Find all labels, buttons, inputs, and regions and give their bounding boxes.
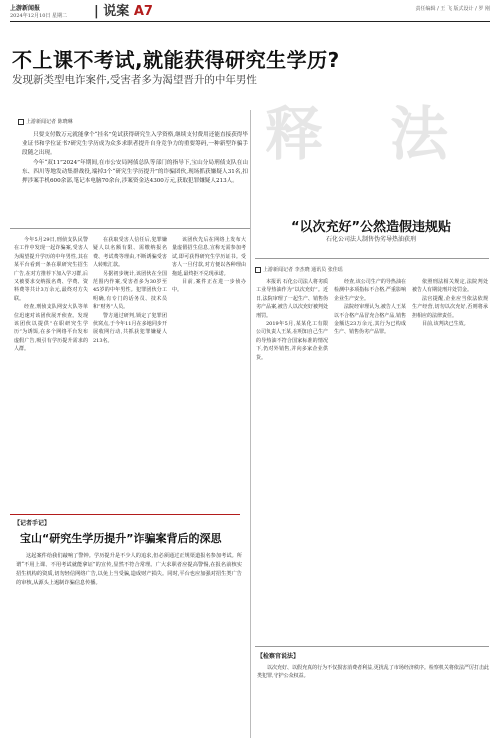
body-column-3 — [172, 236, 246, 498]
commentary-text — [16, 552, 242, 742]
square-icon — [18, 119, 24, 125]
main-byline — [18, 118, 73, 125]
lead-p1: 只要支付数万元就能拿个“挂名”免试获得研究生入学资格,继续支付费用还能直接获得毕业证书和学位证书?研究生学历成为众多求职者提升自身竞争力的重要筹码,一种新型诈骗手段随之出现。 — [22, 132, 248, 157]
commentary-tag: 【记者手记】 — [14, 520, 51, 527]
col1-p1: 今年5月29日,刑侦支队民警在工作中发现一起诈骗案,受害人为渴望提升学历的中年男性,其在某平台看到一条在职研究生招生广告,在对方推荐下加入学习群,后又被要求交纳报名费、学费、资料费等共计3万余元,最终对方失联。 — [14, 237, 88, 302]
lead-paragraph — [22, 131, 248, 186]
page-headline: 不上课不考试,就能获得研究生学历? — [12, 48, 340, 72]
byline-text: 上游新闻记者 陈晓琳 — [26, 119, 73, 125]
col3-p1: 该团伙先后在网络上发布大量虚假招生信息,宣称无需参加考试,即可获得研究生学历证书。受害人一旦付款,对方便以各种理由拖延,最终拒不兑现承诺。 — [172, 237, 246, 277]
section-code: A7 — [133, 4, 153, 19]
decor-char-2: 法 — [390, 100, 449, 168]
side-headline: “以次充好”公然造假违规贴 — [290, 220, 452, 235]
body-column-1 — [14, 236, 88, 498]
section-prefix: | 说案 — [94, 4, 130, 19]
notice-text — [257, 664, 489, 744]
side-col3-p1: 依照刑法相关规定,法院判处被告人有期徒刑并处罚金。 — [412, 279, 488, 294]
side-col3-p3: 目前,该判决已生效。 — [422, 321, 469, 328]
commentary-rule — [10, 514, 240, 515]
issue-date: 2024年12月10日 星期二 — [10, 13, 68, 19]
side-col3-p2: 法官提醒,企业应当依法依规生产经营,切勿以次充好,否则将承担相应的法律责任。 — [412, 295, 488, 319]
col3-p2: 目前,案件正在进一步侦办中。 — [172, 279, 246, 294]
side-col1-p2: 2019年5月,某某化工有限公司负责人王某,在明知自己生产的导热油不符合国家标准的情况下,仍对外销售,并向多家企业供货。 — [256, 321, 328, 361]
section-name — [94, 0, 153, 19]
side-col2-p2: 法院经审理认为,被告人王某以不合格产品冒充合格产品,销售金额达23万余元,其行为已构成生产、销售伪劣产品罪。 — [334, 304, 406, 336]
decor-char-1: 释 — [265, 100, 324, 168]
square-icon — [255, 267, 261, 273]
commentary-title: 宝山“研究生学历提升”诈骗案背后的深思 — [20, 532, 222, 545]
side-column-3 — [412, 278, 488, 638]
newspaper-brand: 上游新闻报 — [10, 5, 41, 12]
side-column-1 — [256, 278, 328, 638]
notice-paragraph: 以次充好、以假充真的行为不仅损害消费者利益,更扰乱了市场经济秩序。检察机关将依法严厉打击此类犯罪,守护公众权益。 — [257, 665, 489, 680]
lead-p2: 今年“双11”2024”年期间,在市公安局网侦总队等部门的指导下,宝山分局刑侦支队在山东、四川等地发动集群战役,端掉3个“研究生学历提升”的诈骗团伙,现场抓获嫌疑人31名,扣押涉案手机600余部,笔记本电脑70余台,涉案资金达4300万元,获取犯罪嫌疑人213人。 — [22, 159, 248, 185]
side-subheadline: 石化公司法人制售伪劣导热油获刑 — [325, 236, 416, 243]
commentary-paragraph: 这起案件给我们敲响了警钟。学历提升是不少人的追求,但必须通过正规渠道报名参加考试。所谓“不用上课、不用考试就能拿证”的宣传,显然不符合常理。广大求职者应提高警惕,在报名前核实招生机构的资质,切勿轻信网络广告,以免上当受骗,造成财产损失。同时,平台也应加强对招生类广告的审核,从源头上遏制诈骗信息传播。 — [16, 553, 242, 586]
notice-rule — [255, 646, 489, 647]
column-divider — [250, 110, 251, 738]
col2-p1: 在获取受害人信任后,犯罪嫌疑人以名额有限、需缴纳报名费、考试费等理由,不断诱骗受害人转账汇款。 — [93, 237, 167, 269]
side-col1-p1: 本报讯 石化公司法人将劣质工业导热油作为“以次充好”。近日,法院审理了一起生产、销售伪劣产品案,被告人以次充好被判处刑罚。 — [256, 279, 328, 319]
col2-p2: 另据初步统计,该团伙在全国范围内作案,受害者多为30岁至45岁的中年男性。犯罪团伙分工明确,有专门的话务员、技术员和“财务”人员。 — [93, 270, 167, 311]
side-byline — [255, 266, 343, 273]
notice-tag: 【检察官说法】 — [257, 653, 300, 660]
editor-info: 责任编辑 / 王 飞 版式设计 / 罗 刚 — [415, 6, 490, 12]
side-byline-text: 上游新闻记者 李杰晓 通讯员 张佳瑶 — [263, 267, 343, 273]
side-column-2 — [334, 278, 406, 638]
side-col2-p1: 经查,该公司生产的导热油在检测中多项指标不合格,严重影响企业生产安全。 — [334, 279, 406, 302]
col1-p2: 经查,刑侦支队网安大队等单位迅速对该团伙展开侦查。发现该团伙以提供“在职研究生学历”为诱饵,在多个网络平台发布虚假广告,吸引有学历提升需求的人群。 — [14, 304, 88, 353]
page-subheadline: 发现新类型电诈案件,受害者多为渴望晋升的中年男性 — [12, 74, 257, 86]
side-rule — [255, 258, 489, 259]
masthead — [10, 3, 67, 19]
body-column-2 — [93, 236, 167, 498]
header-rule — [10, 21, 490, 22]
col2-p3: 警方通过研判,锁定了犯罪团伙窝点,于今年11月在多地同步开展收网行动,共抓获犯罪嫌疑人213名。 — [93, 312, 167, 344]
section-divider — [10, 228, 250, 229]
